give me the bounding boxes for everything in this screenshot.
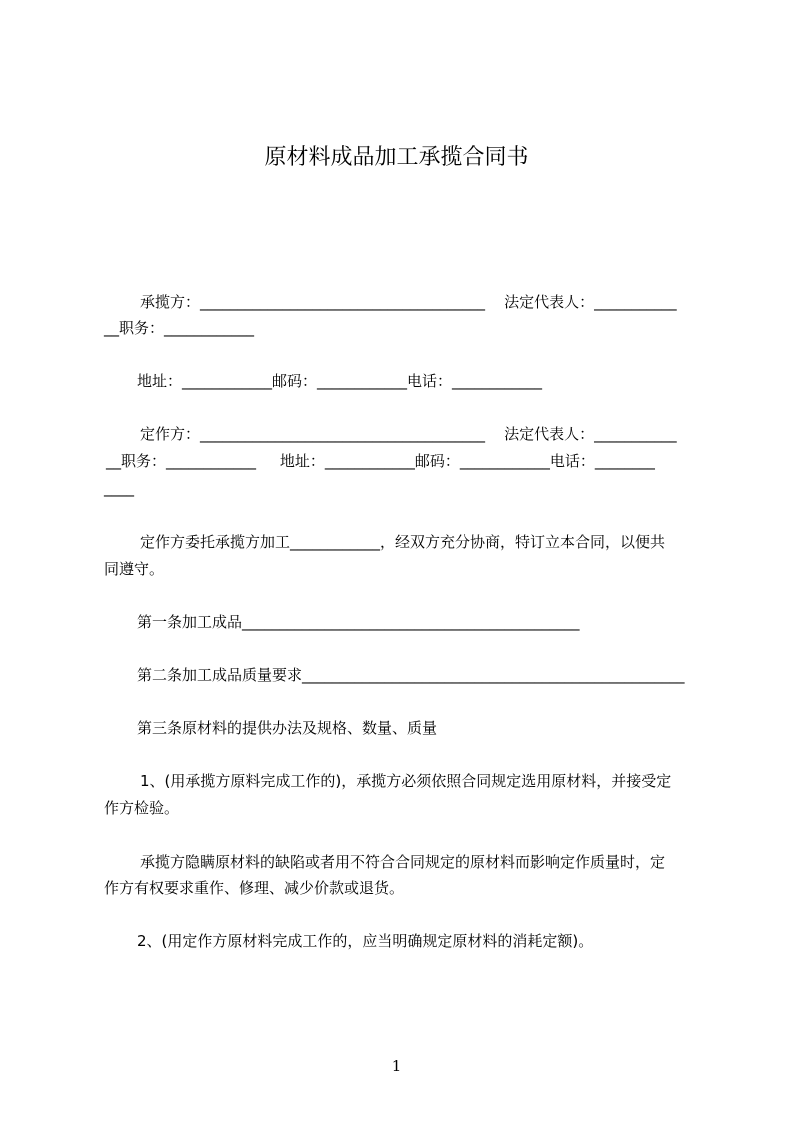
intro-paragraph-line-2: 同遵守。 — [104, 560, 165, 578]
contractor-address-line: 地址：____________邮码：____________电话：____________ — [137, 372, 543, 390]
intro-paragraph-line-1: 定作方委托承揽方加工____________，经双方充分协商，特订立本合同，以便共 — [140, 533, 666, 551]
article-1-line: 第一条加工成品_____________________________________________ — [137, 613, 580, 631]
ordering-details-line: __职务：____________ 地址：____________邮码：____________电话：________ — [106, 452, 655, 470]
clause-1-line-2: 作方检验。 — [104, 799, 180, 817]
page-number: 1 — [391, 1057, 402, 1075]
article-3-line: 第三条原材料的提供办法及规格、数量、质量 — [137, 719, 438, 737]
defect-paragraph-line-1: 承揽方隐瞒原材料的缺陷或者用不符合合同规定的原材料而影响定作质量时，定 — [140, 853, 666, 871]
ordering-party-line: 定作方：______________________________________ 法定代表人：___________ — [140, 425, 677, 443]
ordering-details-continuation: ____ — [104, 479, 134, 497]
contractor-party-line: 承揽方：______________________________________ 法定代表人：___________ — [140, 293, 677, 311]
clause-1-line-1: 1、(用承揽方原料完成工作的)，承揽方必须依照合同规定选用原材料，并接受定 — [140, 772, 672, 790]
article-2-line: 第二条加工成品质量要求___________________________________________________ — [137, 666, 685, 684]
defect-paragraph-line-2: 作方有权要求重作、修理、减少价款或退货。 — [104, 879, 405, 897]
clause-2-line: 2、(用定作方原材料完成工作的，应当明确规定原材料的消耗定额)。 — [137, 932, 594, 950]
document-title: 原材料成品加工承揽合同书 — [264, 145, 529, 170]
contractor-position-line: __职务：____________ — [104, 319, 255, 337]
